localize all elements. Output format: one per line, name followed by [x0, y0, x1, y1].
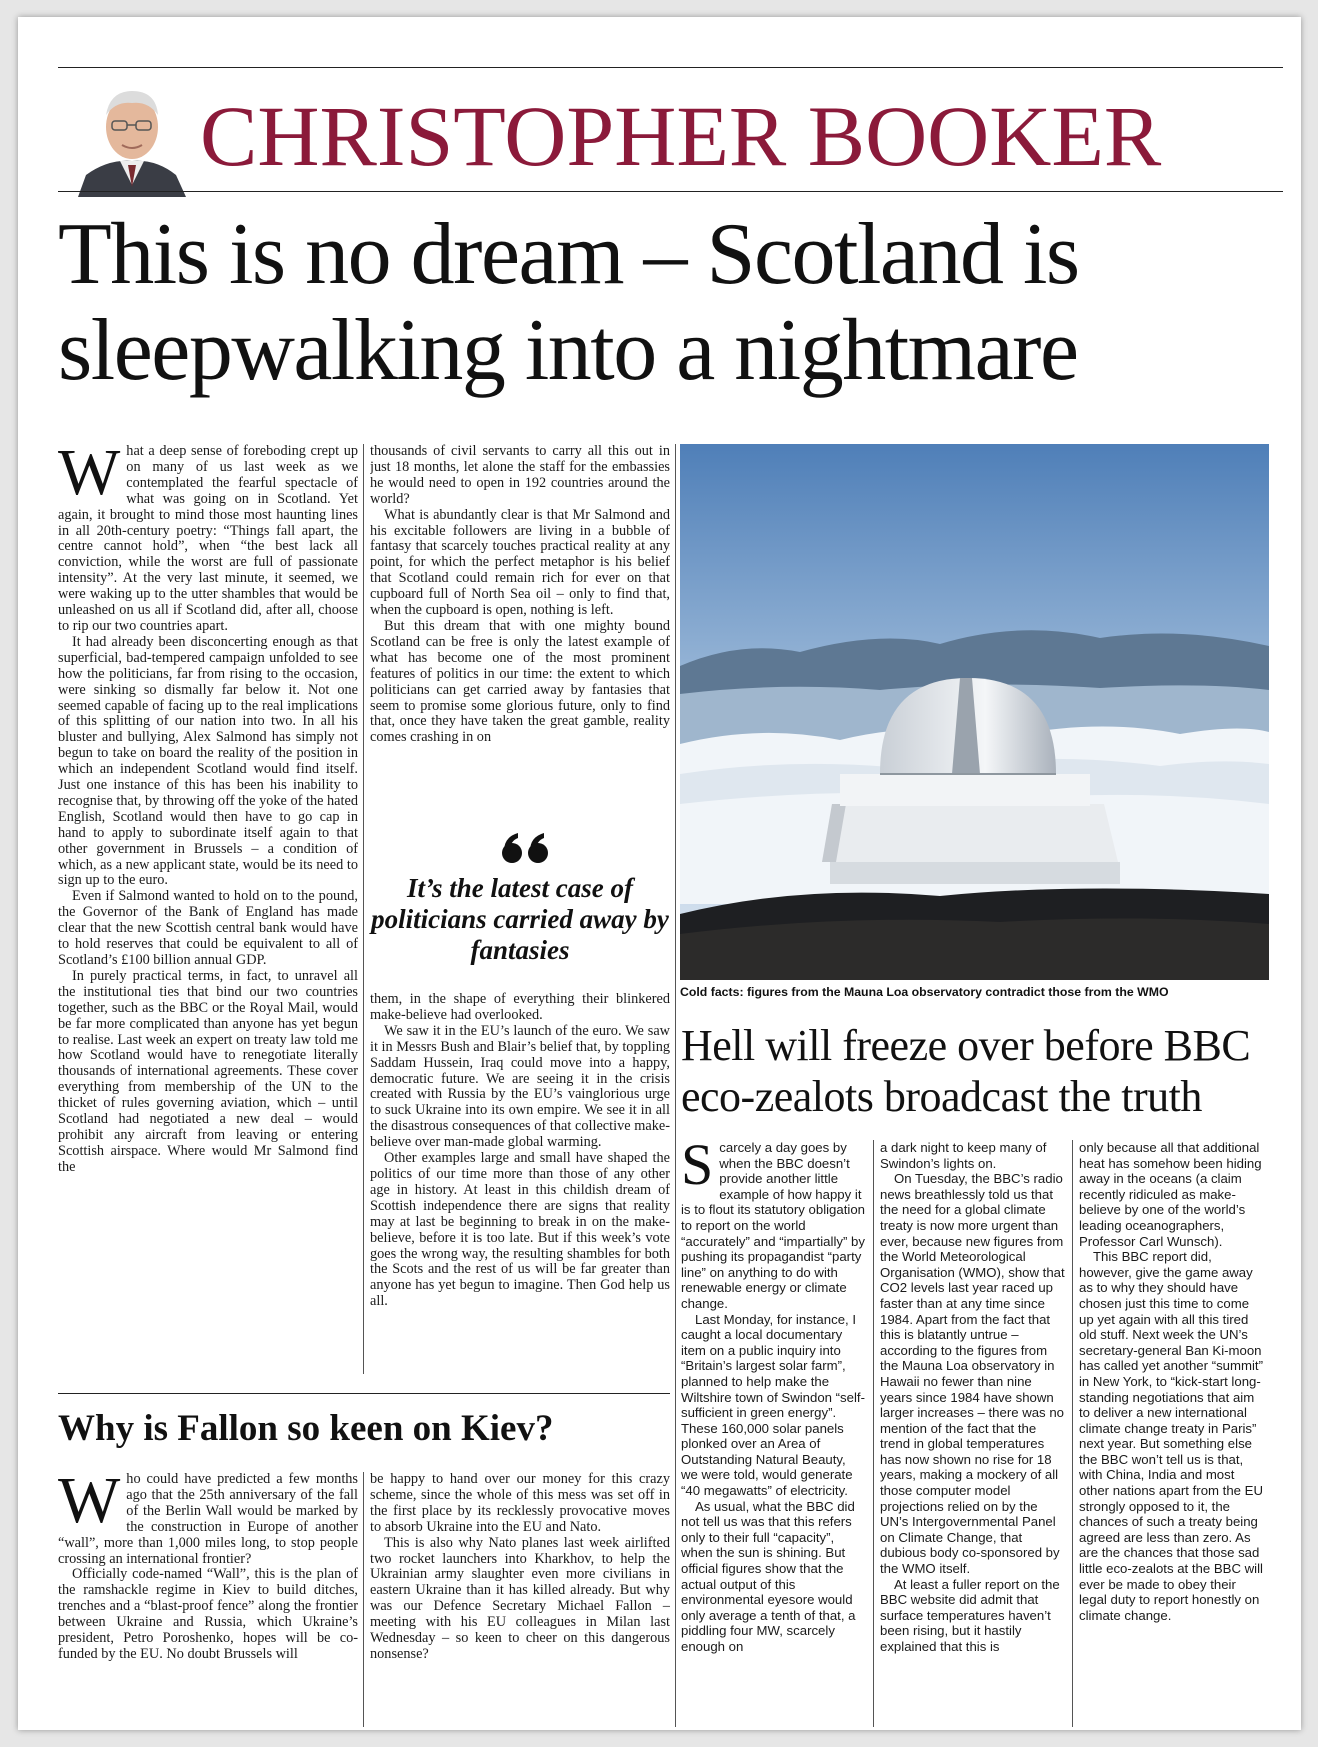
fallon-article-col-1: [58, 1472, 358, 1727]
drop-cap: W: [58, 444, 121, 509]
article-paragraph: be happy to hand over our money for this crazy scheme, since the whole of this mess was set off in the first place by its recklessly provocative moves to absorb Ukraine into the EU and Nato.: [370, 1472, 670, 1535]
article-paragraph: At least a fuller report on the BBC website did admit that surface temperatures haven’t been rising, but it hastily explained that this is: [880, 1576, 1060, 1654]
article-paragraph: a dark night to keep many of Swindon’s lights on.: [880, 1140, 1047, 1171]
article-paragraph: But this dream that with one mighty bound Scotland can be free is only the latest example of what has become one of the most prominent features of politics in our time: the extent to which politicians can get carried away by fantasies that seem to promise some glorious future, only to find that, once they have taken the great gamble, reality comes crashing in on: [370, 617, 670, 746]
article-paragraph: them, in the shape of everything their blinkered make-believe had overlooked.: [370, 992, 670, 1023]
top-rule: [58, 67, 1283, 68]
article-paragraph: Scarcely a day goes by when the BBC doesn’t provide another little example of how happy it is to flout its statutory obligation to report on the world “accurately” and “impartially” by pushing its propagandist “party line” on anything to do with renewable energy or climate change.: [681, 1140, 865, 1311]
photo-caption: Cold facts: figures from the Mauna Loa observatory contradict those from the WMO: [680, 985, 1169, 999]
headline-line-1: This is no dream – Scotland is: [58, 206, 1079, 303]
article-paragraph: Officially code-named “Wall”, this is the plan of the ramshackle regime in Kiev to build ditches, trenches and a “blast-proof fence” along the frontier between Ukraine and Russia, which Ukraine’s president, Petro Poroshenko, hopes will be co-funded by the EU. No doubt Brussels will: [58, 1566, 358, 1662]
article-paragraph: What is abundantly clear is that Mr Salmond and his excitable followers are living in a bubble of fantasy that scarcely touches practical reality at any point, for which the perfect metaphor is his belief that Scotland could remain rich for ever on that cupboard full of North Sea oil – only to find that, when the cupboard is open, nothing is left.: [370, 506, 670, 619]
pull-quote: It’s the latest case of politicians carried away by fantasies: [371, 873, 669, 965]
article-paragraph: Last Monday, for instance, I caught a local documentary item on a public inquiry into “Britain’s largest solar farm”, planned to help make the Wiltshire town of Swindon “self-sufficient in green energy”. These 160,000 solar panels plonked over an Area of Outstanding Natural Beauty, we were told, would generate “40 megawatts” of electricity.: [681, 1311, 865, 1499]
article-paragraph: It had already been disconcerting enough as that superficial, bad-tempered campaign unfolded to see how the politicians, far from rising to the occasion, were sinking so dismally far below it. Not one seemed capable of facing up to the real implications of this splitting of our nation into two. In all his bluster and bullying, Alex Salmond has simply not begun to take on board the reality of the position in which an independent Scotland would find itself. Just one instance of this has been his inability to recognise that, by throwing off the yoke of the hated English, Scotland would then have to go cap in hand to apply to subordinate itself again to that other government in Brussels – a condition of which, as a new applicant state, would be its need to sign up to the euro.: [58, 633, 358, 889]
article-paragraph: only because all that additional heat has somehow been hiding away in the oceans (a claim recently ridiculed as make-believe by one of the world’s leading oceanographers, Professor Carl Wunsch).: [1079, 1140, 1262, 1249]
quote-mark-icon: [496, 829, 556, 867]
article-paragraph: What a deep sense of foreboding crept up on many of us last week as we contemplated the fearful spectacle of what was going on in Scotland. Yet again, it brought to mind those most haunting lines in all 20th-century poetry: “Things fall apart, the centre cannot hold”, when “the best lack all conviction, while the worst are full of passionate intensity”. At the very last minute, it seemed, we were waking up to the utter shambles that would be unleashed on us all if Scotland did, after all, choose to rip our two countries apart.: [58, 444, 358, 634]
bbc-headline-line-1: Hell will freeze over before BBC: [681, 1021, 1251, 1070]
article-paragraph: As usual, what the BBC did not tell us was that this refers only to their full “capacity”, when the sun is shining. But official figures show that the actual output of this environmental eyesore would only average a tenth of that, a piddling four MW, scarcely enough on: [681, 1498, 856, 1654]
headline-line-2: sleepwalking into a nightmare: [58, 302, 1078, 399]
main-headline: [58, 207, 1283, 399]
newspaper-page: [18, 17, 1301, 1730]
article-paragraph: This BBC report did, however, give the game away as to why they should have chosen just this time to come up yet again with all this tired old stuff. Next week the UN’s secretary-general Ban Ki-moon has called yet another “summit” in New York, to “kick-start long-standing negotiations that aim to deliver a new international climate change treaty in Paris” next year. But something else the BBC won’t tell us is that, with China, India and most other nations apart from the EU strongly opposed to it, the chances of such a treaty being agreed are less than zero. As are the chances that those sad little eco-zealots at the BBC will ever be made to obey their legal duty to report honestly on climate change.: [1079, 1249, 1263, 1623]
column-divider: [675, 444, 676, 1727]
main-article-col-2-top: [370, 444, 670, 829]
article-paragraph: Who could have predicted a few months ago that the 25th anniversary of the fall of the Berlin Wall would be marked by the construction in Europe of another “wall”, more than 1,000 miles long, to stop people crossing an international frontier?: [58, 1472, 358, 1567]
article-paragraph: This is also why Nato planes last week airlifted two rocket launchers into Kharkhov, to help the Ukrainian army slaughter even more civilians in eastern Ukraine than it has killed already. But why was our Defence Secretary Michael Fallon – meeting with his EU colleagues in Milan last Wednesday – so keen to cheer on this dangerous nonsense?: [370, 1534, 670, 1662]
main-article-col-1: [58, 444, 358, 1374]
bbc-headline: [681, 1020, 1281, 1122]
article-paragraph: Other examples large and small have shaped the politics of our time more than those of any other age in history. At least in this childish dream of Scottish independence there are signs that reality may at last be beginning to break in on the make-believe, before it is too late. But if this week’s vote goes the wrong way, the resulting shambles for both the Scots and the rest of us will be far greater than anyone has yet begun to imagine. Then God help us all.: [370, 1150, 670, 1310]
fallon-headline: Why is Fallon so keen on Kiev?: [58, 1408, 554, 1449]
observatory-photo: [680, 444, 1269, 980]
bbc-headline-line-2: eco-zealots broadcast the truth: [681, 1072, 1202, 1121]
article-paragraph: In purely practical terms, in fact, to unravel all the institutional ties that bind our two countries together, such as the BBC or the Royal Mail, would be far more complicated than anyone has yet begun to realise. Last week an expert on treaty law told me how Scotland would have to renegotiate literally thousands of international agreements. These cover everything from membership of the UN to the thicket of rules governing aviation, which – until Scotland had negotiated a new deal – would prohibit any aircraft from leaving or entering Scottish airspace. Where would Mr Salmond find the: [58, 967, 358, 1175]
column-divider: [363, 1472, 364, 1727]
column-divider: [363, 444, 364, 1374]
byline-rule: [58, 191, 1283, 192]
article-paragraph: Even if Salmond wanted to hold on to the pound, the Governor of the Bank of England has made clear that the new Scottish central bank would have to hold reserves that could be equivalent to all of Scotland’s £100 billion annual GDP.: [58, 888, 358, 968]
bbc-article-col-2: [880, 1140, 1065, 1727]
bbc-article-col-3: [1079, 1140, 1267, 1727]
columnist-portrait: [68, 75, 196, 197]
drop-cap: S: [681, 1140, 714, 1197]
fallon-article-col-2: [370, 1472, 670, 1727]
article-paragraph: thousands of civil servants to carry all this out in just 18 months, let alone the staff for the embassies he would need to open in 192 countries around the world?: [370, 444, 670, 507]
drop-cap: W: [58, 1472, 121, 1537]
article-paragraph: On Tuesday, the BBC’s radio news breathlessly told us that the need for a global climate treaty is now more urgent than ever, because new figures from the World Meteorological Organisation (WMO), show that CO2 levels last year raced up faster than at any time since 1984. Apart from the fact that this is blatantly untrue – according to the figures from the Mauna Loa observatory in Hawaii no fewer than nine years since 1984 have shown larger increases – there was no mention of the fact that the trend in global temperatures has now shown no rise for 18 years, making a mockery of all those computer model projections relied on by the UN’s Intergovernmental Panel on Climate Change, that dubious body co-sponsored by the WMO itself.: [880, 1171, 1065, 1577]
article-paragraph: We saw it in the EU’s launch of the euro. We saw it in Messrs Bush and Blair’s belief that, by toppling Saddam Hussein, Iraq could move into a happy, democratic future. We are seeing it in the crisis created with Russia by the EU’s vainglorious urge to suck Ukraine into its own empire. We see it in all the disastrous consequences of that collective make-believe over man-made global warming.: [370, 1022, 670, 1151]
main-article-col-2-bottom: [370, 992, 670, 1377]
fallon-top-rule: [58, 1393, 670, 1394]
columnist-byline: CHRISTOPHER BOOKER: [200, 88, 1162, 184]
column-divider: [1072, 1140, 1073, 1727]
bbc-article-col-1: [681, 1140, 866, 1727]
column-divider: [873, 1140, 874, 1727]
